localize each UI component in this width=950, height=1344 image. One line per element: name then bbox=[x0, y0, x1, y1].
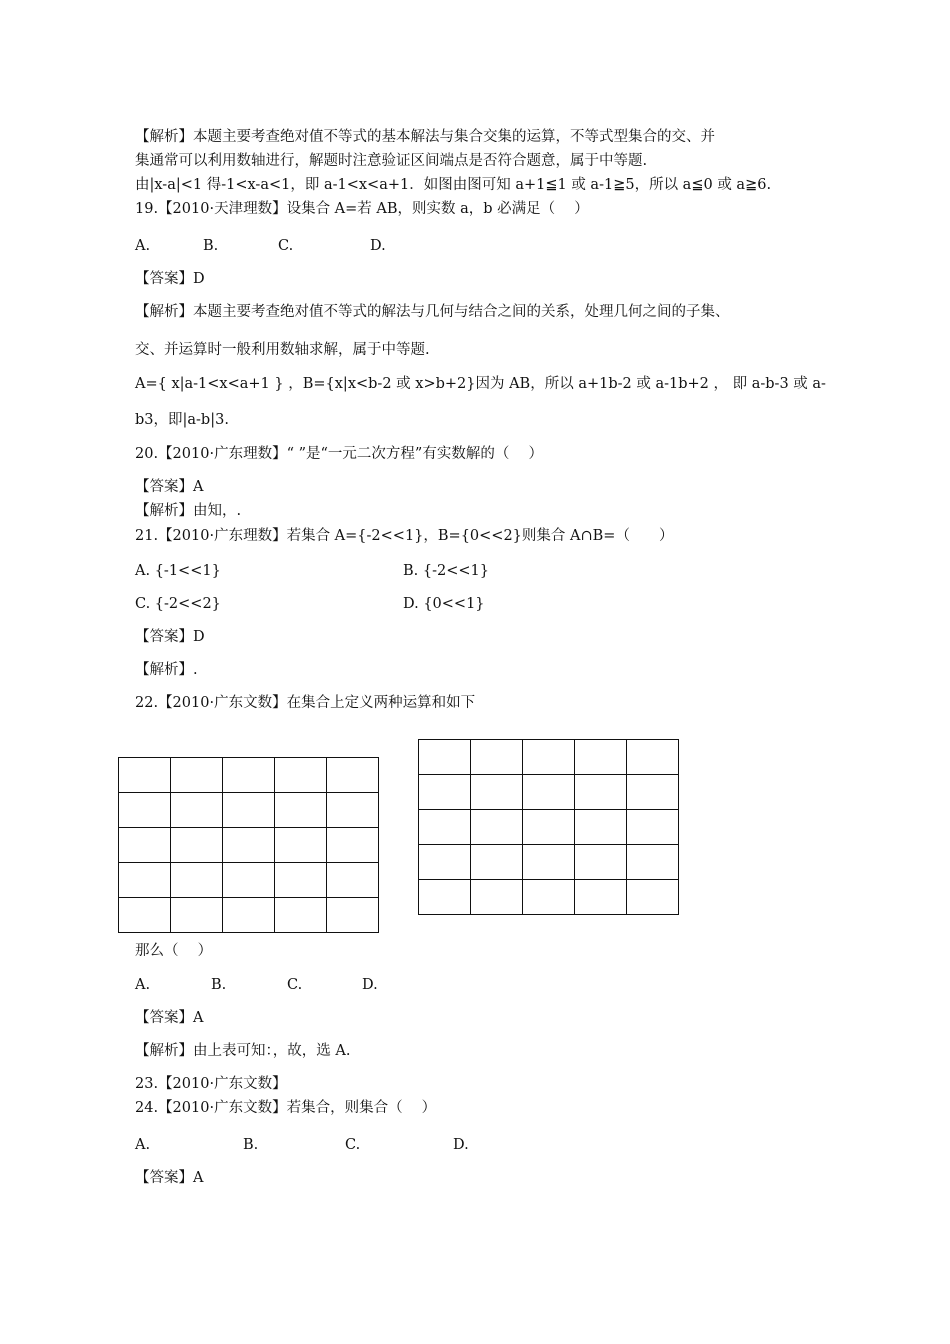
option-b: B. bbox=[211, 977, 227, 993]
option-a: A. bbox=[135, 977, 151, 993]
option-b: B. bbox=[243, 1137, 259, 1153]
option-b: B. bbox=[203, 238, 219, 254]
question-21: 21.【2010·广东理数】若集合 A={-2<<1}，B={0<<2}则集合 A∩B=（ ） bbox=[135, 528, 674, 544]
analysis-line: 【解析】本题主要考查绝对值不等式的基本解法与集合交集的运算，不等式型集合的交、并 bbox=[135, 129, 715, 145]
option-c: C. bbox=[345, 1137, 361, 1153]
option-b: B. {-2<<1} bbox=[403, 563, 489, 579]
option-a: A. {-1<<1} bbox=[135, 563, 221, 579]
option-d: D. bbox=[362, 977, 378, 993]
option-d: D. bbox=[370, 238, 386, 254]
answer-21: 【答案】D bbox=[135, 629, 205, 645]
answer-22: 【答案】A bbox=[135, 1010, 204, 1026]
operation-table-right bbox=[418, 739, 679, 915]
question-22-stem: 那么（ ） bbox=[135, 943, 213, 959]
option-d: D. bbox=[453, 1137, 469, 1153]
analysis-19: A={ x|a-1<x<a+1 } ，B={x|x<b-2 或 x>b+2}因为 AB，所以 a+1b-2 或 a-1b+2 ， 即 a-b-3 或 a- bbox=[135, 376, 826, 392]
analysis-19: 【解析】本题主要考查绝对值不等式的解法与几何与结合之间的关系，处理几何之间的子集、 bbox=[135, 304, 730, 320]
question-22: 22.【2010·广东文数】在集合上定义两种运算和如下 bbox=[135, 695, 476, 711]
analysis-line: 集通常可以利用数轴进行，解题时注意验证区间端点是否符合题意，属于中等题. bbox=[135, 153, 648, 169]
question-20: 20.【2010·广东理数】“ ”是“一元二次方程”有实数解的（ ） bbox=[135, 446, 543, 462]
option-a: A. bbox=[135, 1137, 151, 1153]
option-c: C. bbox=[287, 977, 303, 993]
question-24: 24.【2010·广东文数】若集合，则集合（ ） bbox=[135, 1100, 437, 1116]
option-a: A. bbox=[135, 238, 151, 254]
analysis-22: 【解析】由上表可知：，故，选 A. bbox=[135, 1043, 351, 1059]
answer-24: 【答案】A bbox=[135, 1170, 204, 1186]
question-19: 19.【2010·天津理数】设集合 A=若 AB，则实数 a，b 必满足（ ） bbox=[135, 201, 589, 217]
analysis-line: 由|x-a|<1 得-1<x-a<1，即 a-1<x<a+1．如图由图可知 a+1≦1 或 a-1≧5，所以 a≦0 或 a≧6. bbox=[135, 177, 772, 193]
analysis-19: b3，即|a-b|3. bbox=[135, 412, 229, 428]
option-d: D. {0<<1} bbox=[403, 596, 485, 612]
option-c: C. {-2<<2} bbox=[135, 596, 221, 612]
question-23: 23.【2010·广东文数】 bbox=[135, 1076, 287, 1092]
analysis-20: 【解析】由知，. bbox=[135, 503, 242, 519]
analysis-19: 交、并运算时一般利用数轴求解，属于中等题. bbox=[135, 342, 430, 358]
answer-20: 【答案】A bbox=[135, 479, 204, 495]
answer-19: 【答案】D bbox=[135, 271, 205, 287]
operation-table-left bbox=[118, 757, 379, 933]
option-c: C. bbox=[278, 238, 294, 254]
analysis-21: 【解析】. bbox=[135, 662, 198, 678]
